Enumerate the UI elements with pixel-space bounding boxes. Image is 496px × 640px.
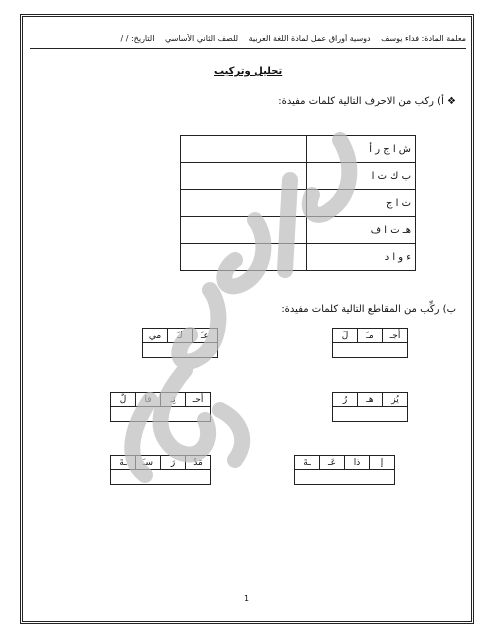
segment: أحـ — [186, 393, 211, 407]
answer-cell[interactable] — [295, 470, 395, 485]
letters-cell: ب ك ت ا — [307, 163, 416, 190]
segment: لَ — [333, 329, 358, 343]
segment: هـ — [358, 393, 383, 407]
segment: ـةَ — [111, 456, 136, 470]
letters-cell: ش ا ج ر أ — [307, 136, 416, 163]
segment: سـَ — [136, 456, 161, 470]
answer-cell[interactable] — [181, 136, 307, 163]
segment: ـةَ — [295, 456, 320, 470]
segments-box-3r — [294, 455, 395, 485]
answer-cell[interactable] — [181, 190, 307, 217]
letters-cell: ت ا ج — [307, 190, 416, 217]
segments-box-1l — [142, 328, 218, 358]
subject-title: دوسية أوراق عمل لمادة اللغة العربية — [248, 34, 371, 43]
answer-cell[interactable] — [181, 163, 307, 190]
segment: مـَ — [358, 329, 383, 343]
answer-cell[interactable] — [333, 407, 408, 422]
segment: عـَ — [193, 329, 218, 343]
table-row — [181, 217, 416, 244]
worksheet-header — [30, 34, 466, 49]
letters-cell: هـ ت ا ف — [307, 217, 416, 244]
table-row — [181, 190, 416, 217]
segments-box-2r — [332, 392, 408, 422]
segments-box-2l — [110, 392, 211, 422]
grade-label: للصف الثاني الأساسي — [164, 34, 239, 43]
segment: أجـ — [383, 329, 408, 343]
answer-cell[interactable] — [111, 470, 211, 485]
segment: إ — [370, 456, 395, 470]
letters-cell: ء و ا د — [307, 244, 416, 271]
segment: رُ — [333, 393, 358, 407]
segment: مي — [143, 329, 168, 343]
segment: ذا — [345, 456, 370, 470]
segment: يُز — [383, 393, 408, 407]
question-a: ❖ أ) ركب من الاحرف التالية كلمات مفيدة: — [278, 96, 456, 107]
segment: لٌ — [111, 393, 136, 407]
segment: فا — [136, 393, 161, 407]
teacher-name: معلمة المادة: فداء يوسف — [381, 34, 466, 43]
segment: عَـ — [320, 456, 345, 470]
segments-box-1r — [332, 328, 408, 358]
answer-cell[interactable] — [111, 407, 211, 422]
table-row — [181, 163, 416, 190]
segment: مَدْ — [186, 456, 211, 470]
question-b: ب) ركِّب من المقاطع التالية كلمات مفيدة: — [281, 304, 456, 315]
answer-cell[interactable] — [181, 244, 307, 271]
segment: لـَ — [168, 329, 193, 343]
letters-table — [180, 135, 416, 271]
answer-cell[interactable] — [143, 343, 218, 358]
table-row — [181, 244, 416, 271]
date-label: التاريخ: / / — [120, 34, 155, 43]
segment: تِـ — [161, 393, 186, 407]
page-number: 1 — [244, 594, 250, 603]
segments-box-3l — [110, 455, 211, 485]
table-row — [181, 136, 416, 163]
answer-cell[interactable] — [333, 343, 408, 358]
section-title: تحليل وتركيب — [214, 66, 283, 77]
segment: رَ — [161, 456, 186, 470]
answer-cell[interactable] — [181, 217, 307, 244]
